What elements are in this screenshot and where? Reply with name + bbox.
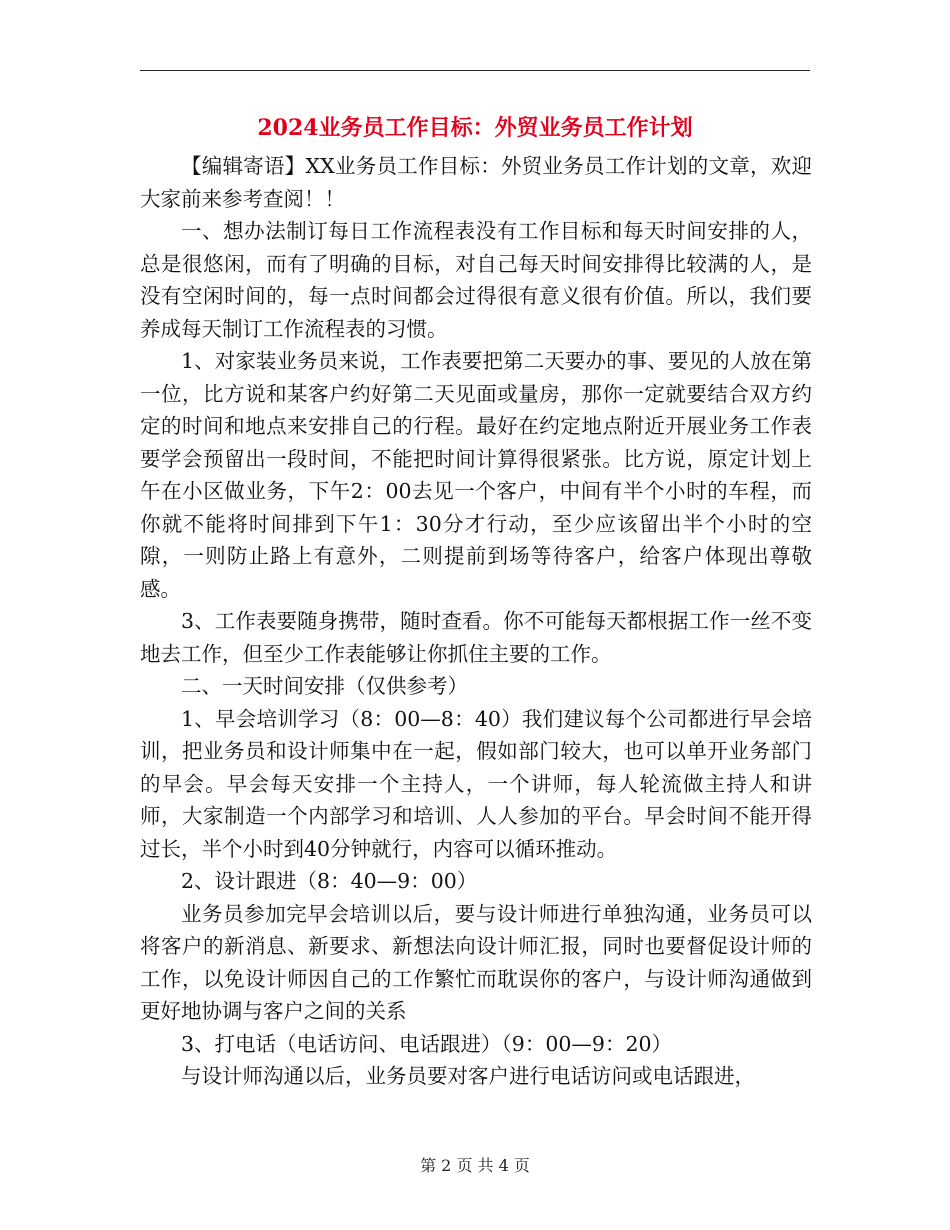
- paragraph-design-followup-heading: 2、设计跟进（8：40—9：00）: [181, 869, 478, 893]
- paragraph-section-2-heading: 二、一天时间安排（仅供参考）: [181, 674, 468, 698]
- paragraph-phone: 与设计师沟通以后，业务员要对客户进行电话访问或电话跟进，: [181, 1064, 755, 1088]
- paragraph-item-3: 3、工作表要随身携带，随时查看。你不可能每天都根据工作一丝不变地去工作，但至少工作表能够让你抓住主要的工作。: [140, 609, 812, 666]
- paragraph-design-followup: 业务员参加完早会培训以后，要与设计师进行单独沟通，业务员可以将客户的新消息、新要求、新想法向设计师汇报，同时也要督促设计师的工作，以免设计师因自己的工作繁忙而耽误你的客户，与设计师沟通做到更好地协调与客户之间的关系: [140, 901, 812, 1023]
- paragraph-phone-heading: 3、打电话（电话访问、电话跟进）（9：00—9：20）: [181, 1031, 673, 1056]
- paragraph-editor-note: 【编辑寄语】XX业务员工作目标：外贸业务员工作计划的文章，欢迎大家前来参考查阅！！: [140, 154, 812, 211]
- paragraph-item-1: 1、对家装业务员来说，工作表要把第二天要办的事、要见的人放在第一位，比方说和某客户约好第二天见面或量房，那你一定就要结合双方约定的时间和地点来安排自己的行程。最好在约定地点附近开展业务工作表要学会预留出一段时间，不能把时间计算得很紧张。比方说，原定计划上午在小区做业务，下午2：00去见一个客户，中间有半个小时的车程，而你就不能将时间排到下午1：30分才行动，至少应该留出半个小时的空隙，一则防止路上有意外，二则提前到场等待客户，给客户体现出尊敬感。: [140, 349, 812, 601]
- paragraph-morning-meeting: 1、早会培训学习（8：00—8：40）我们建议每个公司都进行早会培训，把业务员和设计师集中在一起，假如部门较大，也可以单开业务部门的早会。早会每天安排一个主持人，一个讲师，每人轮流做主持人和讲师，大家制造一个内部学习和培训、人人参加的平台。早会时间不能开得过长，半个小时到40分钟就行，内容可以循环推动。: [140, 706, 812, 861]
- paragraph-section-1: 一、想办法制订每日工作流程表没有工作目标和每天时间安排的人，总是很悠闲，而有了明确的目标，对自己每天时间安排得比较满的人，是没有空闲时间的，每一点时间都会过得很有意义很有价值。所以，我们要养成每天制订工作流程表的习惯。: [140, 219, 812, 341]
- document-title: 2024业务员工作目标：外贸业务员工作计划: [257, 115, 693, 141]
- document-body: [140, 150, 812, 1093]
- page-number: 第 2 页 共 4 页: [420, 1156, 530, 1175]
- header-rule: [140, 70, 810, 71]
